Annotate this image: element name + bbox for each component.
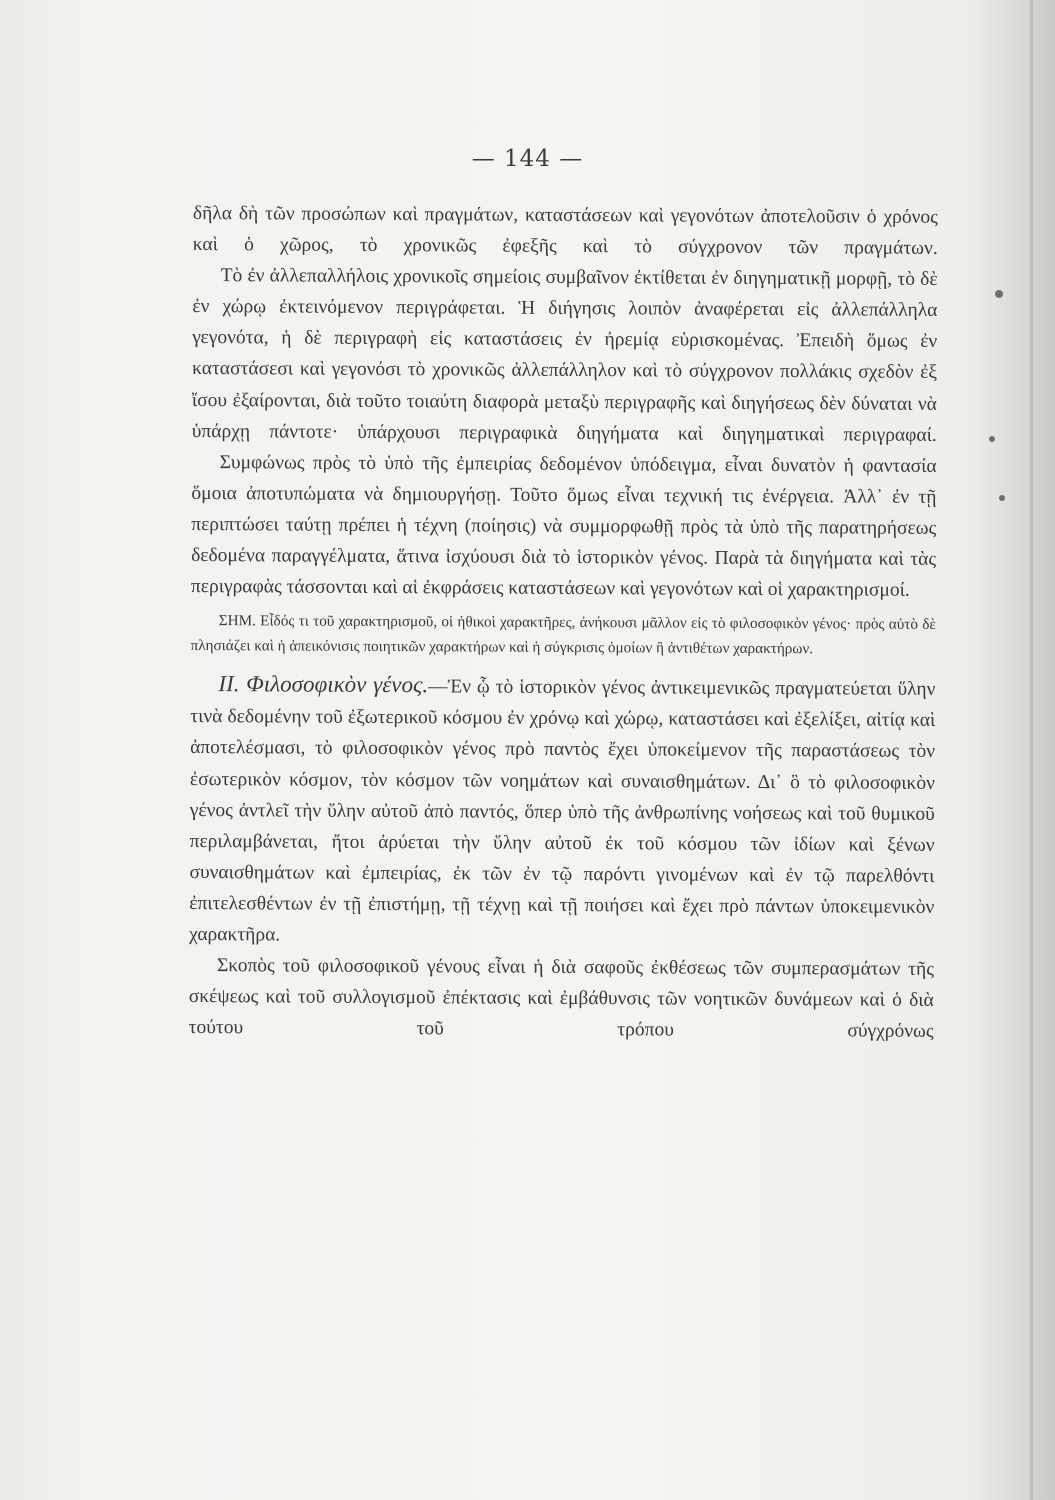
page-edge-shadow (1030, 0, 1033, 1500)
paper-speck (989, 436, 995, 442)
section-philosophical-intro (189, 668, 935, 954)
section-heading-dash: — (428, 676, 448, 698)
paper-speck (999, 495, 1005, 501)
page-number: — 144 — (471, 146, 584, 172)
section-paragraph-text: Ἐν ᾧ τὸ ἱστορικὸν γένος ἀντικειμενικῶς πραγματεύεται ὕλην τινὰ δεδομένην τοῦ ἐξωτερικοῦ κόσμου ἐν χρόνῳ καὶ χώρῳ, καταστάσει καὶ ἐξελίξει, αἰτίᾳ καὶ ἀποτελέσμασι, τὸ φιλοσοφικὸν γένος πρὸ παντὸς ἔχει ὑποκείμενον τῆς παραστάσεως τὸν ἐσωτερικὸν κόσμον, τὸν κόσμον τῶν νοημάτων καὶ συναισθημάτων. Δι᾽ ὃ τὸ φιλοσοφικὸν γένος ἀντλεῖ τὴν ὕλην αὐτοῦ ἀπὸ παντός, ὅπερ ὑπὸ τῆς ἀνθρωπίνης νοήσεως καὶ τοῦ θυμικοῦ περιλαμβάνεται, ἤτοι ἀρύεται τὴν ὕλην αὐτοῦ ἐκ τοῦ κόσμου τῶν ἰδίων καὶ ξένων συναισθημάτων καὶ ἐμπειρίας, ἐκ τῶν ἐν τῷ παρόντι γινομένων καὶ ἐν τῷ παρελθόντι ἐπιτελεσθέντων ἐν τῇ ἐπιστήμῃ, τῇ τέχνῃ καὶ τῇ ποιήσει καὶ ἔχει πρὸ πάντων ὑποκειμενικὸν χαρακτῆρα. (189, 676, 936, 946)
paragraph-continuation: δῆλα δὴ τῶν προσώπων καὶ πραγμάτων, καταστάσεων καὶ γεγονότων ἀποτελοῦσιν ὁ χρόνος καὶ ὁ χῶρος, τὸ χρονικῶς ἐφεξῆς καὶ τὸ σύγχρονον τῶν πραγμάτων. (192, 202, 938, 259)
paragraph-narration-description: Τὸ ἐν ἀλλεπαλλήλοις χρονικοῖς σημείοις συμβαῖνον ἐκτίθεται ἐν διηγηματικῇ μορφῇ, τὸ δὲ ἐν χώρῳ ἐκτεινόμενον περιγράφεται. Ἡ διήγησις λοιπὸν ἀναφέρεται εἰς ἀλλεπάλληλα γεγονότα, ἡ δὲ περιγραφὴ εἰς καταστάσεις ἐν ἠρεμίᾳ εὑρισκομένας. Ἐπειδὴ ὅμως ἐν καταστάσεσι καὶ γεγονόσι τὸ χρονικῶς ἀλλεπάλληλον καὶ τὸ σύγχρονον πολλάκις σχεδὸν ἐξ ἴσου ἐξαίρονται, διὰ τοῦτο τοιαύτη διαφορὰ μεταξὺ περιγραφῆς καὶ διηγήσεως δὲν δύναται νὰ ὑπάρχῃ πάντοτε· ὑπάρχουσι περιγραφικὰ διηγήματα καὶ διηγηματικαὶ περιγραφαί. (191, 265, 938, 446)
section-heading: ΙΙ. Φιλοσοφικὸν γένος. (218, 671, 429, 698)
footnote-remark: ΣΗΜ. Εἶδός τι τοῦ χαρακτηρισμοῦ, οἱ ἠθικοὶ χαρακτῆρες, ἀνήκουσι μᾶλλον εἰς τὸ φιλοσοφικὸν γένος· πρὸς αὐτὸ δὲ πλησιάζει καὶ ἡ ἀπεικόνισις ποιητικῶν χαρακτήρων καὶ ἡ σύγκρισις ὁμοίων ἢ ἀντιθέτων χαρακτήρων. (190, 612, 936, 658)
paper-speck (995, 290, 1003, 298)
page-edge-line (1045, 0, 1047, 1500)
paragraph-imitation: Συμφώνως πρὸς τὸ ὑπὸ τῆς ἐμπειρίας δεδομένον ὑπόδειγμα, εἶναι δυνατὸν ἡ φαντασία ὅμοια ἀποτυπώματα νὰ δημιουργήσῃ. Τοῦτο ὅμως εἶναι τεχνική τις ἐνέργεια. Ἀλλ᾽ ἐν τῇ περιπτώσει ταύτῃ πρέπει ἡ τέχνη (ποίησις) νὰ συμμορφωθῇ πρὸς τὰ ὑπὸ τῆς παρατηρήσεως δεδομένα παραγγέλματα, ἅτινα ἰσχύουσι διὰ τὸ ἱστορικὸν γένος. Παρὰ τὰ διηγήματα καὶ τὰς περιγραφὰς τάσσονται καὶ αἱ ἐκφράσεις καταστάσεων καὶ γεγονότων καὶ οἱ χαρακτηρισμοί. (190, 451, 937, 601)
paragraph-purpose: Σκοπὸς τοῦ φιλοσοφικοῦ γένους εἶναι ἡ διὰ σαφοῦς ἐκθέσεως τῶν συμπερασμάτων τῆς σκέψεως καὶ τοῦ συλλογισμοῦ ἐπέκτασις καὶ ἐμβάθυνσις τῶν νοητικῶν δυνάμεων καὶ ὁ διὰ τούτου τοῦ τρόπου σύγχρόνως (188, 955, 935, 1043)
page-body (189, 198, 938, 1047)
